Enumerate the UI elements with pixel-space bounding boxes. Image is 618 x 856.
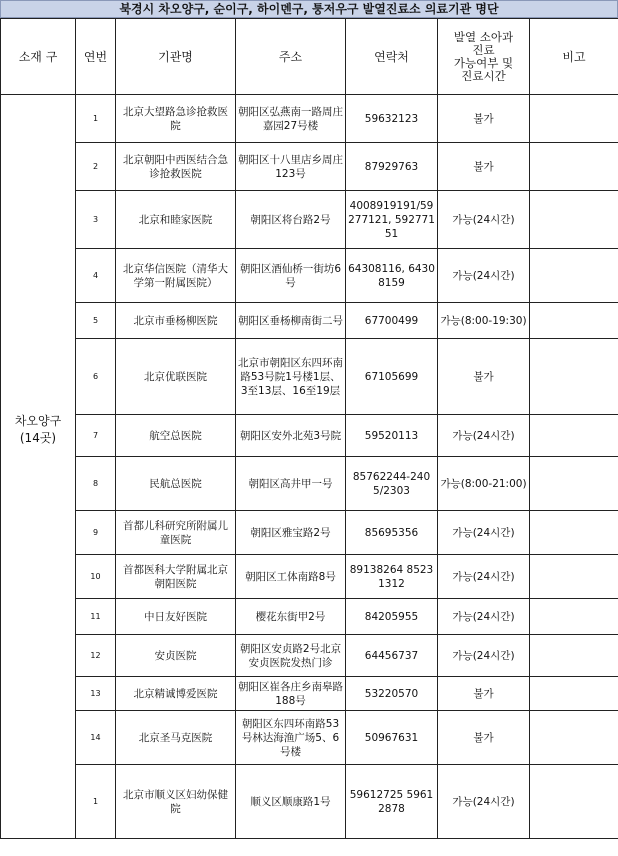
phone-cell: 67700499	[346, 303, 438, 339]
row-no-cell: 11	[76, 599, 116, 635]
table-row	[1, 511, 618, 555]
header-name: 기관명	[116, 19, 236, 95]
row-no-cell: 2	[76, 143, 116, 191]
availability-cell: 가능(24시간)	[438, 635, 530, 677]
hospital-name-cell: 北京大望路急诊抢救医院	[116, 95, 236, 143]
header-availability	[438, 19, 530, 95]
row-no-cell: 1	[76, 765, 116, 839]
row-no-cell: 9	[76, 511, 116, 555]
phone-cell: 59520113	[346, 415, 438, 457]
note-cell	[530, 191, 618, 249]
note-cell	[530, 599, 618, 635]
hospital-name-cell: 中日友好医院	[116, 599, 236, 635]
address-cell: 朝阳区工体南路8号	[236, 555, 346, 599]
phone-cell: 85762244-2405/2303	[346, 457, 438, 511]
address-cell: 朝阳区安外北苑3号院	[236, 415, 346, 457]
table-row	[1, 635, 618, 677]
row-no-cell: 4	[76, 249, 116, 303]
hospital-name-cell: 首都医科大学附属北京朝阳医院	[116, 555, 236, 599]
note-cell	[530, 303, 618, 339]
note-cell	[530, 635, 618, 677]
phone-cell: 59632123	[346, 95, 438, 143]
table-row	[1, 765, 618, 839]
availability-cell: 가능(24시간)	[438, 765, 530, 839]
row-no-cell: 3	[76, 191, 116, 249]
header-district: 소재 구	[1, 19, 76, 95]
availability-cell: 불가	[438, 711, 530, 765]
note-cell	[530, 339, 618, 415]
note-cell	[530, 677, 618, 711]
header-address: 주소	[236, 19, 346, 95]
phone-cell: 53220570	[346, 677, 438, 711]
phone-cell: 89138264 85231312	[346, 555, 438, 599]
note-cell	[530, 457, 618, 511]
hospital-name-cell: 首都儿科研究所附属儿童医院	[116, 511, 236, 555]
header-row	[1, 19, 618, 95]
address-cell: 朝阳区高井甲一号	[236, 457, 346, 511]
table-row	[1, 711, 618, 765]
header-availability-line-2: 진료	[472, 42, 495, 57]
table-row	[1, 191, 618, 249]
phone-cell: 87929763	[346, 143, 438, 191]
table-row	[1, 415, 618, 457]
district-count: (14곳)	[19, 430, 57, 445]
note-cell	[530, 765, 618, 839]
address-cell: 朝阳区弘燕南一路周庄嘉园27号楼	[236, 95, 346, 143]
hospital-name-cell: 北京朝阳中西医结合急诊抢救医院	[116, 143, 236, 191]
hospital-name-cell: 航空总医院	[116, 415, 236, 457]
header-no: 연번	[76, 19, 116, 95]
phone-cell: 84205955	[346, 599, 438, 635]
hospital-name-cell: 民航总医院	[116, 457, 236, 511]
district-cell-chaoyang	[1, 95, 76, 765]
table-body	[1, 95, 618, 839]
address-cell: 朝阳区垂杨柳南街二号	[236, 303, 346, 339]
table-row	[1, 555, 618, 599]
phone-cell: 64308116, 64308159	[346, 249, 438, 303]
table-row	[1, 677, 618, 711]
table-row	[1, 457, 618, 511]
address-cell: 朝阳区酒仙桥一街坊6号	[236, 249, 346, 303]
phone-cell: 59612725 59612878	[346, 765, 438, 839]
hospital-name-cell: 北京和睦家医院	[116, 191, 236, 249]
note-cell	[530, 415, 618, 457]
note-cell	[530, 555, 618, 599]
availability-cell: 불가	[438, 677, 530, 711]
phone-cell: 50967631	[346, 711, 438, 765]
hospital-name-cell: 北京市垂杨柳医院	[116, 303, 236, 339]
document-title: 북경시 차오양구, 순이구, 하이뎬구, 퉁저우구 발열진료소 의료기관 명단	[0, 0, 618, 18]
address-cell: 朝阳区东四环南路53号林达海渔广场5、6号楼	[236, 711, 346, 765]
phone-cell: 85695356	[346, 511, 438, 555]
address-cell: 朝阳区崔各庄乡南皋路188号	[236, 677, 346, 711]
address-cell: 北京市朝阳区东四环南路53号院1号楼1层、3至13层、16至19层	[236, 339, 346, 415]
availability-cell: 가능(24시간)	[438, 415, 530, 457]
row-no-cell: 8	[76, 457, 116, 511]
availability-cell: 불가	[438, 95, 530, 143]
note-cell	[530, 249, 618, 303]
availability-cell: 가능(24시간)	[438, 191, 530, 249]
address-cell: 顺义区顺康路1号	[236, 765, 346, 839]
row-no-cell: 5	[76, 303, 116, 339]
header-availability-line-3: 가능여부 및	[453, 55, 514, 70]
table-row	[1, 339, 618, 415]
availability-cell: 가능(8:00-19:30)	[438, 303, 530, 339]
availability-cell: 가능(8:00-21:00)	[438, 457, 530, 511]
hospital-table	[0, 18, 618, 839]
availability-cell: 가능(24시간)	[438, 249, 530, 303]
table-row	[1, 599, 618, 635]
phone-cell: 67105699	[346, 339, 438, 415]
availability-cell: 가능(24시간)	[438, 511, 530, 555]
row-no-cell: 6	[76, 339, 116, 415]
row-no-cell: 10	[76, 555, 116, 599]
header-availability-line-1: 발열 소아과	[453, 29, 514, 44]
note-cell	[530, 711, 618, 765]
availability-cell: 불가	[438, 339, 530, 415]
hospital-name-cell: 北京华信医院（清华大学第一附属医院）	[116, 249, 236, 303]
table-row	[1, 95, 618, 143]
availability-cell: 가능(24시간)	[438, 599, 530, 635]
row-no-cell: 14	[76, 711, 116, 765]
note-cell	[530, 143, 618, 191]
hospital-name-cell: 北京市顺义区妇幼保健院	[116, 765, 236, 839]
hospital-name-cell: 北京优联医院	[116, 339, 236, 415]
phone-cell: 64456737	[346, 635, 438, 677]
availability-cell: 가능(24시간)	[438, 555, 530, 599]
hospital-name-cell: 安贞医院	[116, 635, 236, 677]
table-row	[1, 303, 618, 339]
header-availability-line-4: 진료시간	[461, 68, 506, 83]
address-cell: 朝阳区雅宝路2号	[236, 511, 346, 555]
availability-cell: 불가	[438, 143, 530, 191]
row-no-cell: 13	[76, 677, 116, 711]
district-cell-next	[1, 765, 76, 839]
address-cell: 樱花东街甲2号	[236, 599, 346, 635]
hospital-name-cell: 北京精诚博爱医院	[116, 677, 236, 711]
row-no-cell: 12	[76, 635, 116, 677]
address-cell: 朝阳区安贞路2号北京安贞医院发热门诊	[236, 635, 346, 677]
row-no-cell: 7	[76, 415, 116, 457]
row-no-cell: 1	[76, 95, 116, 143]
table-row	[1, 143, 618, 191]
district-name: 차오양구	[14, 413, 62, 428]
hospital-name-cell: 北京圣马克医院	[116, 711, 236, 765]
header-phone: 연락처	[346, 19, 438, 95]
note-cell	[530, 95, 618, 143]
header-note: 비고	[530, 19, 618, 95]
phone-cell: 4008919191/59277121, 59277151	[346, 191, 438, 249]
note-cell	[530, 511, 618, 555]
address-cell: 朝阳区将台路2号	[236, 191, 346, 249]
table-row	[1, 249, 618, 303]
address-cell: 朝阳区十八里店乡周庄123号	[236, 143, 346, 191]
